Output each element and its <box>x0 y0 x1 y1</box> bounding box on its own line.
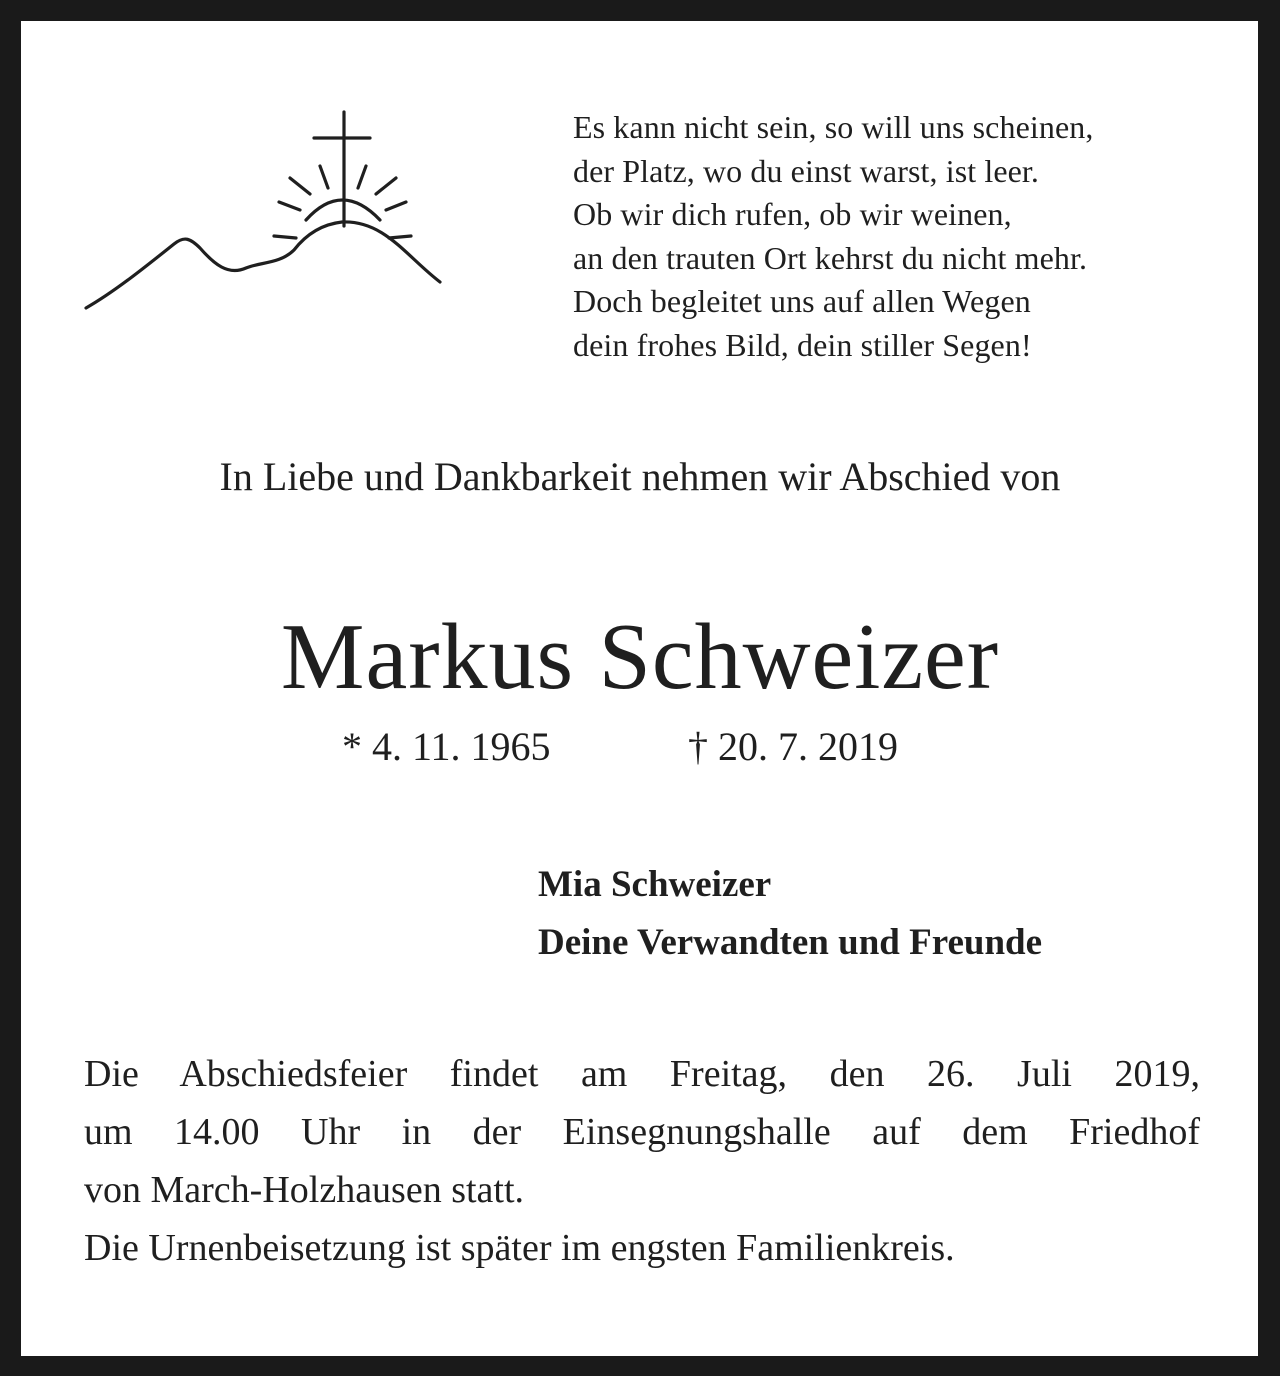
poem-line: der Platz, wo du einst warst, ist leer. <box>573 152 1040 189</box>
farewell-intro: In Liebe und Dankbarkeit nehmen wir Abschied von <box>219 454 1061 499</box>
mourner-name: Mia Schweizer <box>538 864 772 905</box>
ceremony-line: von March-Holzhausen statt. <box>84 1169 525 1211</box>
poem-line: dein frohes Bild, dein stiller Segen! <box>573 326 1032 363</box>
poem-line: an den trauten Ort kehrst du nicht mehr. <box>573 239 1088 276</box>
poem-line: Doch begleitet uns auf allen Wegen <box>573 283 1031 319</box>
ceremony-line: um 14.00 Uhr in der Einsegnungshalle auf dem Friedhof <box>84 1111 1200 1153</box>
birth-date: * 4. 11. 1965 <box>342 724 551 769</box>
cross-on-hill-with-rising-sun-icon <box>84 108 444 313</box>
poem-line: Es kann nicht sein, so will uns scheinen, <box>573 109 1094 145</box>
poem-line: Ob wir dich rufen, ob wir weinen, <box>573 196 1012 232</box>
mourner-name: Deine Verwandten und Freunde <box>538 922 1043 963</box>
ceremony-line: Die Abschiedsfeier findet am Freitag, den 26. Juli 2019, <box>84 1053 1200 1095</box>
memorial-poem <box>573 106 1233 367</box>
deceased-name: Markus Schweizer <box>280 605 1000 709</box>
mourners-list <box>538 856 1042 972</box>
death-date: † 20. 7. 2019 <box>688 724 898 769</box>
ceremony-details <box>84 1045 1200 1277</box>
ceremony-line: Die Urnenbeisetzung ist später im engsten Familienkreis. <box>84 1227 955 1269</box>
